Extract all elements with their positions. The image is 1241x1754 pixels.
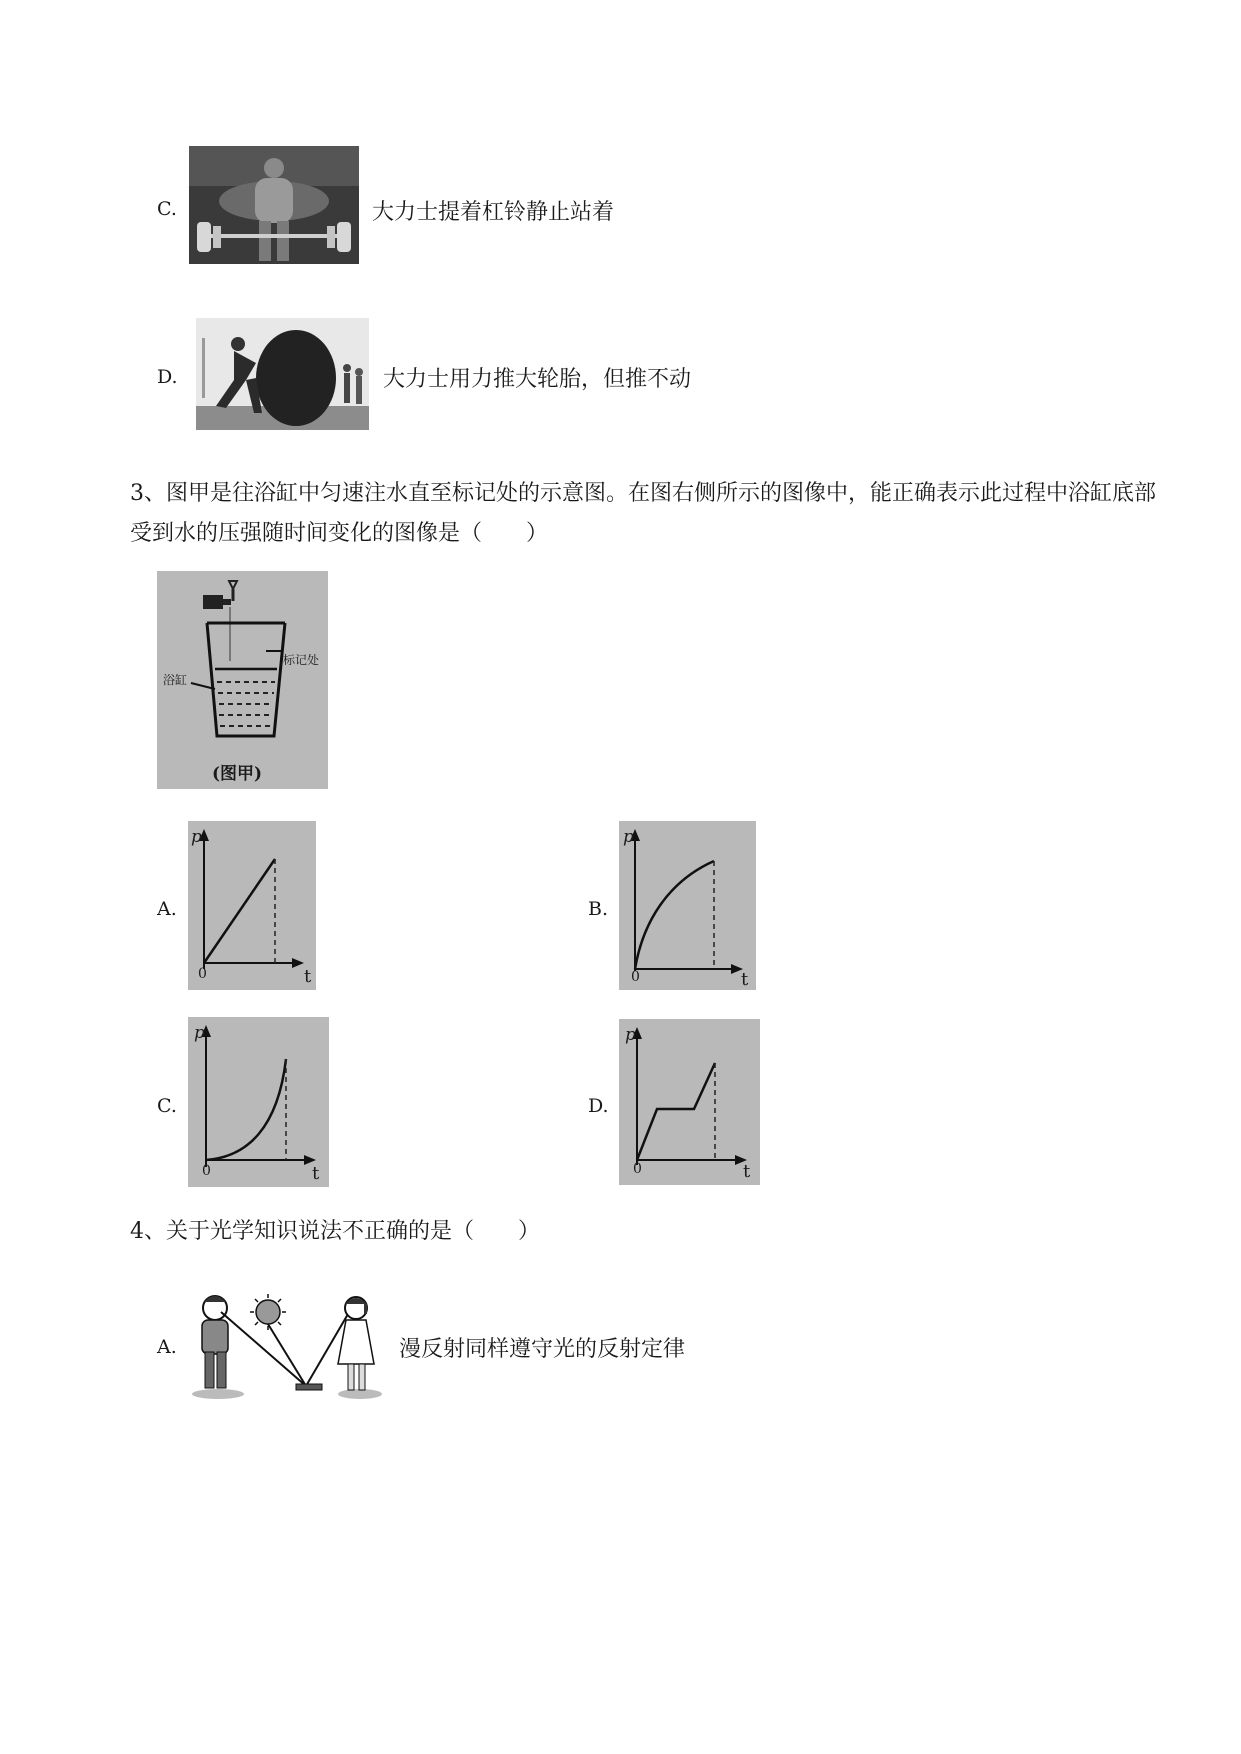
graph-d: [619, 1019, 760, 1185]
graph-d-origin: 0: [633, 1161, 642, 1177]
bathtub-figure: [157, 571, 328, 789]
graph-d-x-label: t: [743, 1161, 751, 1182]
graph-c: [188, 1017, 329, 1187]
question-3-stem: 3、图甲是往浴缸中匀速注水直至标记处的示意图。在图右侧所示的图像中，能正确表示此过程中浴缸底部受到水的压强随时间变化的图像是（ ）: [130, 481, 1157, 546]
question-4-stem: 4、关于光学知识说法不正确的是（ ）: [130, 1219, 540, 1244]
graph-c-y-label: p: [194, 1023, 205, 1043]
graph-c-x-label: t: [312, 1163, 320, 1184]
graph-c-origin: 0: [202, 1163, 211, 1179]
graph-d-y-label: p: [625, 1025, 636, 1045]
graph-b-y-label: p: [623, 827, 634, 847]
mark-label: 标记处: [283, 653, 320, 667]
option-d-label: D.: [157, 366, 178, 388]
weightlifter-photo-icon: [189, 146, 359, 264]
option-c-text: 大力士提着杠铃静止站着: [372, 200, 615, 225]
option-d-text: 大力士用力推大轮胎，但推不动: [383, 367, 692, 392]
graph-a-origin: 0: [198, 966, 207, 982]
graph-c-label: C.: [157, 1095, 177, 1117]
figure-caption: (图甲): [212, 764, 263, 784]
option-c-label: C.: [157, 198, 177, 220]
graph-b-origin: 0: [631, 969, 640, 985]
tire-push-photo-icon: [196, 318, 369, 430]
graph-a-label: A.: [157, 898, 177, 920]
graph-a-x-label: t: [304, 966, 312, 987]
q4-option-a-text: 漫反射同样遵守光的反射定律: [399, 1337, 686, 1362]
graph-d-label: D.: [588, 1095, 609, 1117]
graph-b-label: B.: [588, 898, 609, 920]
diffuse-reflection-cartoon-icon: [188, 1290, 388, 1402]
graph-b: [619, 821, 756, 990]
graph-a: [188, 821, 316, 990]
tub-label: 浴缸: [163, 673, 188, 687]
graph-a-y-label: p: [191, 827, 202, 847]
graph-b-x-label: t: [741, 969, 749, 990]
q4-option-a-label: A.: [157, 1336, 177, 1358]
